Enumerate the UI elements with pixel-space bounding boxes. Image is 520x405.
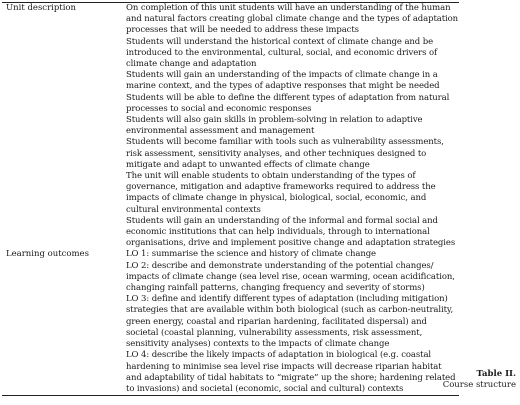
- table-caption-title: Table II.: [476, 369, 516, 379]
- row-label: Learning outcomes: [6, 249, 89, 260]
- table-caption: [443, 369, 516, 391]
- paragraph: Students will understand the historical context of climate change and be introduced to the environmental, cultural, social, and economic drivers of climate change and adaptation: [126, 36, 438, 70]
- table-caption-subtitle: Course structure: [442, 380, 516, 390]
- paragraph: Students will gain an understanding of the impacts of climate change in a marine context, and the types of adaptive responses that might be needed: [126, 70, 440, 92]
- learning-outcome: LO 2: describe and demonstrate understanding of the potential changes/ impacts of climate change (sea level rise, ocean warming, ocean acidification, changing rainfall patterns, changing frequency and severity of storms): [126, 260, 455, 294]
- paragraph: Students will gain an understanding of the informal and formal social and economic institutions that can help individuals, through to international organisations, drive and implement positive change and adaptation strategies: [126, 215, 456, 249]
- learning-outcome: LO 1: summarise the science and history of climate change: [126, 249, 376, 260]
- paragraph: Students will also gain skills in problem-solving in relation to adaptive environmental assessment and management: [126, 115, 423, 137]
- paragraph: On completion of this unit students will have an understanding of the human and natural factors creating global climate change and the types of adaptation processes that will be needed to address these impacts: [126, 3, 459, 36]
- paragraph: The unit will enable students to obtain understanding of the types of governance, mitigation and adaptive frameworks required to address the impacts of climate change in physical, biological, social, economic, and cultural environmental contexts: [126, 171, 436, 215]
- paragraph: Students will become familiar with tools such as vulnerability assessments, risk assessment, sensitivity analyses, and other techniques designed to mitigate and adapt to unwanted effects of climate change: [126, 137, 444, 170]
- table-row-learning-outcomes: [2, 249, 459, 395]
- learning-outcome: LO 3: define and identify different types of adaptation (including mitigation) strategies that are available within both biological (such as carbon-neutrality, green energy, coastal and riparian hardening, facilitated dispersal) and societal (coastal planning, vulnerability assessments, risk assessment, sensitivity analyses) contexts to the impacts of climate change: [126, 294, 454, 350]
- row-content: [126, 3, 459, 249]
- row-content: [126, 249, 459, 395]
- course-structure-table: [2, 2, 459, 396]
- table-row-unit-description: [2, 3, 459, 249]
- paragraph: Students will be able to define the different types of adaptation from natural processes to social and economic responses: [126, 92, 450, 114]
- learning-outcome: LO 4: describe the likely impacts of adaptation in biological (e.g. coastal hardening to minimise sea level rise impacts will decrease riparian habitat and adaptability of tidal habitats to “migrate” up the shore; hardening related to invasions) and societal (economic, social and cultural) contexts: [126, 350, 456, 394]
- row-label: Unit description: [6, 3, 77, 13]
